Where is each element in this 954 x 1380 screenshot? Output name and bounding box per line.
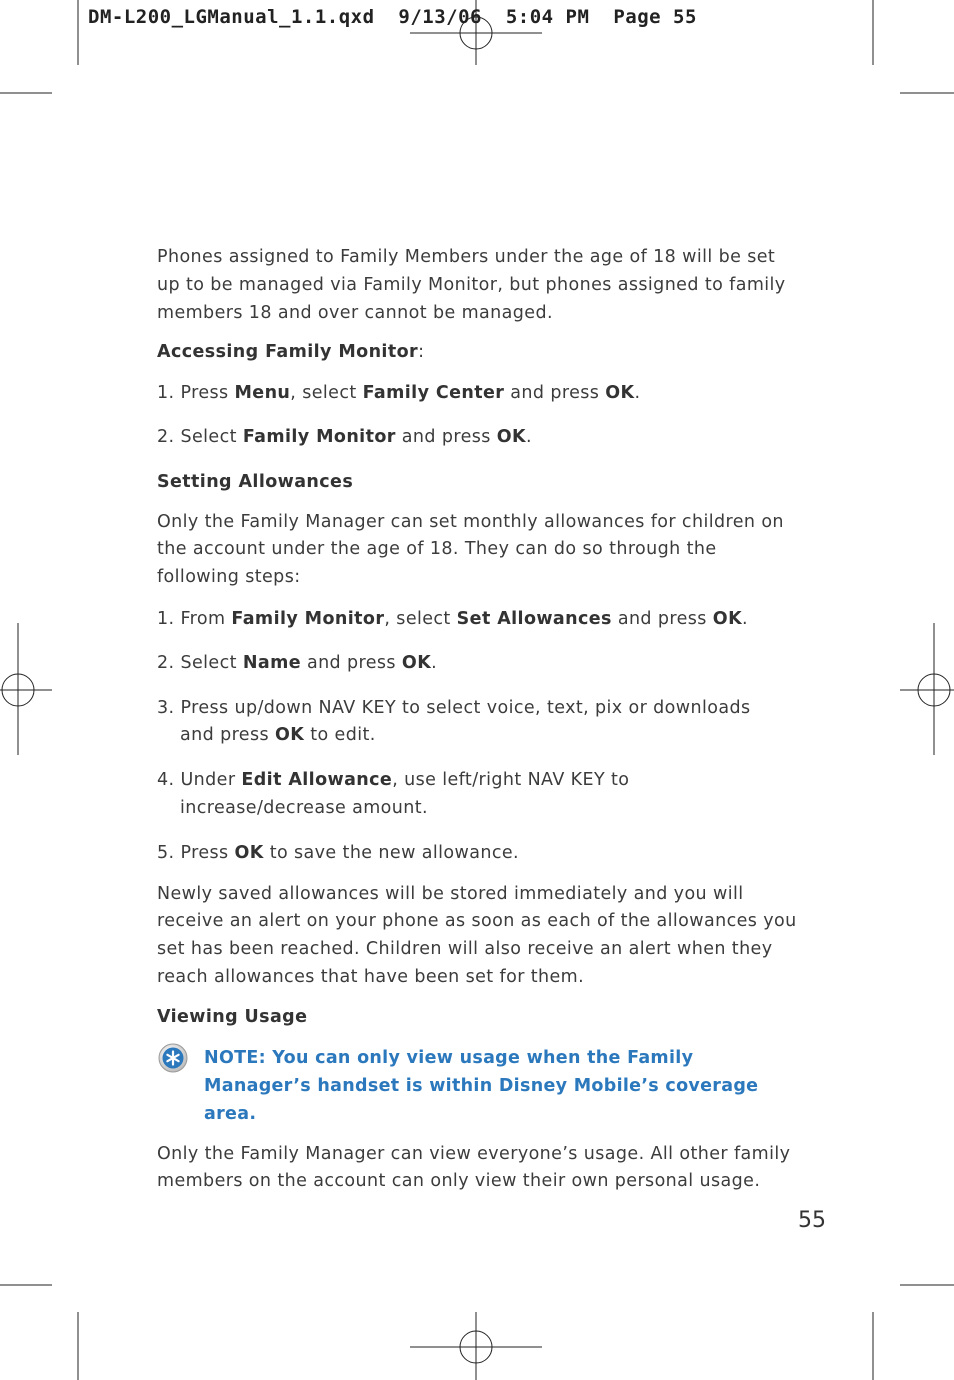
step-text: , use left/right NAV KEY to (392, 770, 630, 791)
allowances-outro: Newly saved allowances will be stored immediately and you will receive an alert on your phone as soon as each of the allowances you set has been reached. Children will also receive an alert when they reach allowances that have been set for them. (157, 883, 797, 987)
key-edit-allowance: Edit Allowance (241, 770, 393, 791)
step-text: 4. Under (157, 770, 242, 791)
step-text: 1. Press (157, 383, 235, 404)
page-number: 55 (798, 1208, 826, 1233)
allowances-step-4 (157, 767, 797, 823)
key-family-monitor: Family Monitor (242, 426, 396, 447)
usage-note (157, 1044, 797, 1128)
step-indent (157, 725, 376, 745)
key-family-monitor: Family Monitor (231, 608, 385, 629)
step-text: and press (504, 383, 606, 404)
accessing-step-2 (157, 424, 797, 452)
step-text: and press (395, 426, 497, 447)
allowances-step-2 (157, 650, 797, 678)
heading-colon: : (418, 342, 425, 363)
step-text: increase/decrease amount. (180, 797, 428, 818)
allowances-intro: Only the Family Manager can set monthly allowances for children on the account under the age of 18. They can do so through the following steps: (157, 511, 784, 588)
key-family-center: Family Center (362, 383, 505, 404)
usage-heading: Viewing Usage (157, 1006, 308, 1027)
heading-text: Accessing Family Monitor (157, 342, 419, 363)
step-text: , select (384, 608, 457, 629)
allowances-step-1 (157, 606, 797, 634)
print-slug: DM-L200_LGManual_1.1.qxd 9/13/06 5:04 PM Page 55 (88, 6, 697, 28)
key-ok: OK (274, 725, 305, 746)
key-ok: OK (605, 383, 635, 404)
key-ok: OK (401, 652, 432, 673)
step-text: , select (290, 383, 363, 404)
step-text: 5. Press (157, 842, 235, 863)
allowances-heading: Setting Allowances (157, 471, 354, 492)
step-text: 2. Select (157, 652, 243, 673)
asterisk-note-icon (158, 1043, 188, 1073)
intro-paragraph: Phones assigned to Family Members under the age of 18 will be set up to be managed via Family Monitor, but phones assigned to family members 18 and over cannot be managed. (157, 247, 786, 323)
step-text: to save the new allowance. (263, 842, 520, 863)
step-text: 1. From (157, 608, 232, 629)
accessing-step-1 (157, 380, 797, 408)
step-text: to edit. (304, 725, 376, 746)
step-text: and press (611, 608, 713, 629)
key-name: Name (242, 652, 301, 673)
step-text: and press (300, 652, 402, 673)
step-text: . (742, 608, 749, 629)
key-ok: OK (234, 842, 264, 863)
usage-body: Only the Family Manager can view everyone’s usage. All other family members on the account can only view their own personal usage. (157, 1143, 791, 1192)
step-text: 3. Press up/down NAV KEY to select voice, text, pix or downloads (157, 697, 751, 718)
page-content (157, 244, 797, 1196)
key-ok: OK (496, 426, 526, 447)
step-text: . (634, 383, 641, 404)
key-ok: OK (712, 608, 743, 629)
step-text: and press (180, 725, 275, 746)
allowances-step-3 (157, 695, 797, 751)
allowances-step-5 (157, 840, 797, 868)
step-text: . (525, 426, 532, 447)
note-text: NOTE: You can only view usage when the Family Manager’s handset is within Disney Mobile’s coverage area. (204, 1047, 759, 1124)
step-text: 2. Select (157, 426, 243, 447)
key-menu: Menu (234, 383, 291, 404)
step-text: . (431, 652, 438, 673)
key-set-allowances: Set Allowances (456, 608, 612, 629)
accessing-heading (157, 339, 797, 367)
